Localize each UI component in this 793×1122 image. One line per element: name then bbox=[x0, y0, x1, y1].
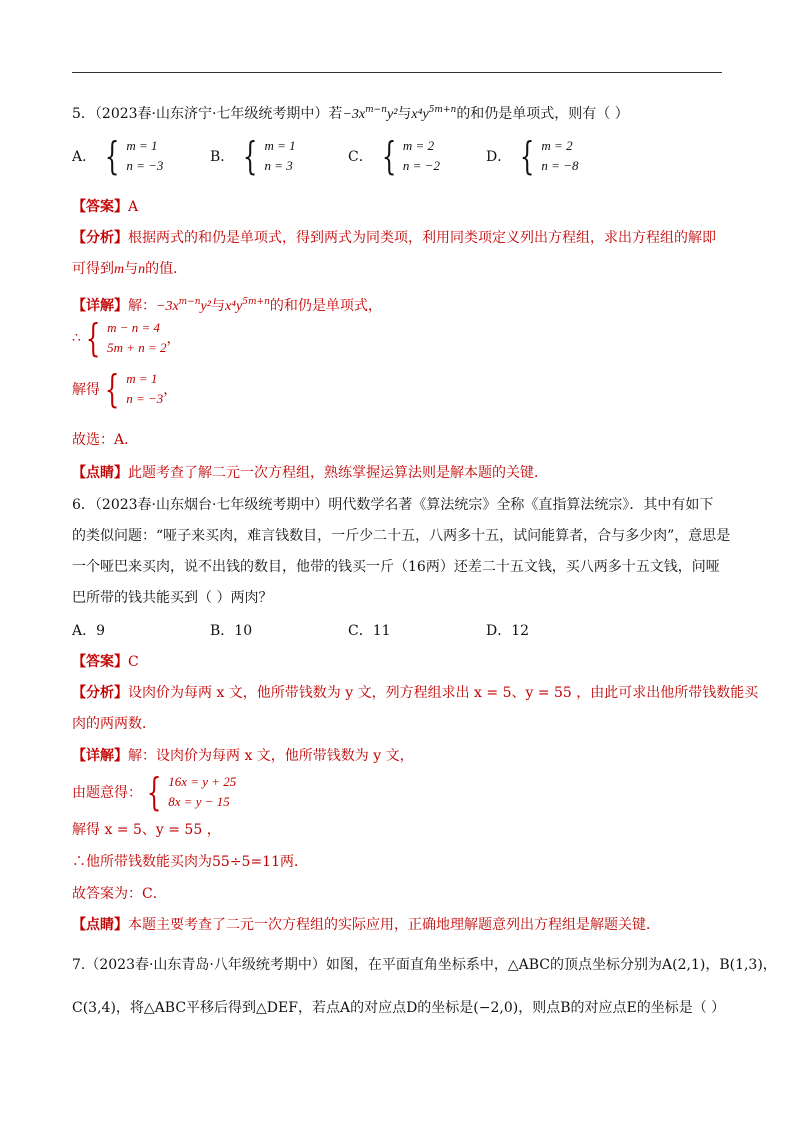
q5-choose: 故选：A． bbox=[72, 432, 139, 448]
brace-icon: { bbox=[85, 316, 101, 360]
q6-stem-line1: 6．（2023春·山东烟台·七年级统考期中）明代数学名著《算法统宗》全称《直指算法统宗》．其中有如下 bbox=[72, 497, 714, 513]
q6-option-a[interactable]: A．9 bbox=[72, 623, 106, 639]
q5-point: 【点睛】此题考查了解二元一次方程组，熟练掌握运算法则是解本题的关键． bbox=[72, 465, 548, 481]
brace-icon: { bbox=[146, 770, 162, 814]
q5-system-2: 解得 { m = 1 n = −3 ， bbox=[72, 367, 178, 411]
q5-stem: 5．（2023春·山东济宁·七年级统考期中）若$-3x^{m-n}y^2$与$x^4y^{5m+n}$的和仍是单项式，则有（ ） bbox=[72, 105, 629, 122]
q5-analysis-line1: 【分析】根据两式的和仍是单项式，得到两式为同类项，利用同类项定义列出方程组，求出方程组的解即 bbox=[72, 230, 716, 246]
brace-icon: { bbox=[104, 134, 120, 178]
q7-stem-line1: 7.（2023春·山东青岛·八年级统考期中）如图，在平面直角坐标系中，△ABC的顶点坐标分别为A(2,1)，B(1,3)， bbox=[72, 957, 777, 973]
q5-option-a[interactable]: A． { m = 1 n = −3 bbox=[72, 134, 164, 178]
q6-option-d[interactable]: D．12 bbox=[486, 623, 530, 639]
q6-solved: 解得 x = 5、y = 55 ， bbox=[72, 822, 221, 838]
q6-conclusion: ∴他所带钱数能买肉为55÷5=11两． bbox=[72, 854, 308, 870]
q6-stem-line4: 巴所带的钱共能买到（ ）两肉？ bbox=[72, 590, 273, 606]
q5-system-1: ∴ { m − n = 4 5m + n = 2 ， bbox=[72, 316, 181, 360]
q5-option-b[interactable]: B． { m = 1 n = 3 bbox=[210, 134, 296, 178]
q6-answer-line: 故答案为：C． bbox=[72, 886, 167, 902]
q6-option-b[interactable]: B．10 bbox=[210, 623, 253, 639]
q7-stem-line2: C(3,4)，将△ABC平移后得到△DEF，若点A的对应点D的坐标是(−2,0)，则点B的对应点E的坐标是（ ） bbox=[72, 1000, 726, 1016]
q6-analysis-line2: 肉的两两数． bbox=[72, 716, 156, 732]
q6-stem-line3: 一个哑巴来买肉，说不出钱的数目，他带的钱买一斤（16两）还差二十五文钱，买八两多十五文钱，问哑 bbox=[72, 559, 720, 575]
q6-stem-line2: 的类似问题：“哑子来买肉，难言钱数目，一斤少二十五，八两多十五，试问能算者，合与多少肉”，意思是 bbox=[72, 528, 731, 544]
brace-icon: { bbox=[104, 367, 120, 411]
brace-icon: { bbox=[243, 134, 258, 178]
brace-icon: { bbox=[381, 134, 397, 178]
q6-analysis-line1: 【分析】设肉价为每两 x 文，他所带钱数为 y 文，列方程组求出 x = 5、y = 55 ，由此可求出他所带钱数能买 bbox=[72, 685, 759, 701]
q5-answer: 【答案】A bbox=[72, 199, 139, 215]
brace-icon: { bbox=[520, 134, 535, 178]
q5-analysis-line2: 可得到m与n的值． bbox=[72, 261, 188, 277]
q6-detail-line1: 【详解】解：设肉价为每两 x 文，他所带钱数为 y 文， bbox=[72, 748, 414, 764]
q6-point: 【点睛】本题主要考查了二元一次方程组的实际应用，正确地理解题意列出方程组是解题关键． bbox=[72, 917, 660, 933]
q5-detail-line1: 【详解】解：$-3x^{m-n}y^2$与$x^4y^{5m+n}$的和仍是单项式， bbox=[72, 297, 382, 314]
q5-option-d[interactable]: D． { m = 2 n = −8 bbox=[486, 134, 579, 178]
header-rule bbox=[72, 72, 722, 73]
q6-option-c[interactable]: C．11 bbox=[348, 623, 391, 639]
q6-answer: 【答案】C bbox=[72, 654, 139, 670]
q6-system: 由题意得： { 16x = y + 25 8x = y − 15 bbox=[72, 770, 237, 814]
q5-option-c[interactable]: C． { m = 2 n = −2 bbox=[348, 134, 440, 178]
